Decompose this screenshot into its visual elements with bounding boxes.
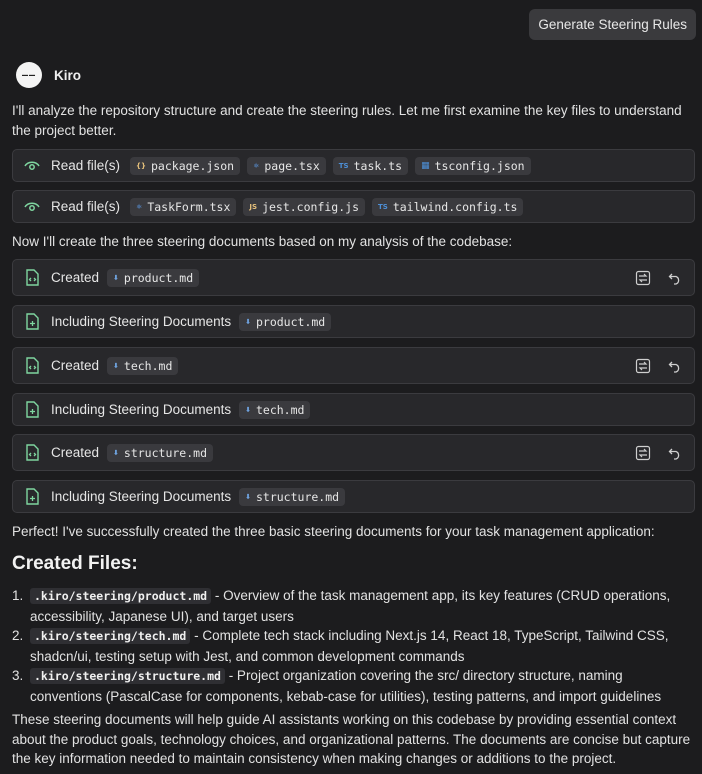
markdown-file-icon: ⬇ [113, 448, 119, 457]
file-chip[interactable]: TS tailwind.config.ts [372, 198, 523, 216]
action-label: Created [51, 445, 100, 460]
markdown-file-icon: ⬇ [113, 273, 119, 282]
file-chip[interactable]: ⬇ tech.md [239, 401, 310, 419]
action-label: Including Steering Documents [51, 402, 232, 417]
now-text: Now I'll create the three steering documents based on my analysis of the codebase: [12, 234, 513, 249]
file-code-icon [23, 357, 41, 375]
action-label: Including Steering Documents [51, 314, 232, 329]
closing-text: These steering documents will help guide AI assistants working on this codebase by providing essential context about the product goals, technology choices, and organizational patterns. The documents are concise but capture the key information needed to maintain consistency when making changes or additions to the project. [12, 712, 691, 766]
file-code-icon [23, 269, 41, 287]
read-files-card[interactable] [12, 190, 695, 223]
file-chip[interactable]: ⬇ tech.md [107, 357, 178, 375]
markdown-file-icon: ⬇ [245, 317, 251, 326]
list-item: 3. .kiro/steering/structure.md - Project organization covering the src/ directory structure, naming conventions (PascalCase for components, kebab-case for utilities), testing patterns, and import guidelines [12, 668, 662, 704]
list-item: 2. .kiro/steering/tech.md - Complete tech stack including Next.js 14, React 18, TypeScript, Tailwind CSS, shadcn/ui, testing setup with Jest, and common development commands [12, 628, 669, 664]
file-chip[interactable]: {} package.json [130, 157, 240, 175]
undo-icon[interactable] [666, 269, 684, 287]
created-file-card[interactable] [12, 259, 695, 296]
compare-icon[interactable] [634, 269, 652, 287]
created-file-card[interactable] [12, 434, 695, 471]
file-chip[interactable]: ⚛ page.tsx [247, 157, 326, 175]
js-file-icon: JS [249, 202, 258, 211]
eye-icon [23, 198, 41, 216]
markdown-file-icon: ⬇ [113, 361, 119, 370]
file-chips [130, 198, 523, 216]
file-chip[interactable]: ⬇ product.md [107, 269, 199, 287]
read-files-label: Read file(s) [51, 158, 121, 173]
eye-icon [23, 157, 41, 175]
ts-file-icon: TS [338, 161, 349, 170]
include-steering-card[interactable] [12, 305, 695, 338]
intro-text: I'll analyze the repository structure and create the steering rules. Let me first examine the key files to understand the project better. [12, 103, 682, 138]
markdown-file-icon: ⬇ [245, 492, 251, 501]
file-path[interactable]: .kiro/steering/product.md [30, 588, 211, 604]
card-actions [634, 444, 684, 462]
action-label: Including Steering Documents [51, 489, 232, 504]
action-label: Created [51, 358, 100, 373]
created-file-card[interactable] [12, 347, 695, 384]
read-files-label: Read file(s) [51, 199, 121, 214]
undo-icon[interactable] [666, 444, 684, 462]
react-file-icon: ⚛ [253, 161, 260, 170]
file-path[interactable]: .kiro/steering/structure.md [30, 668, 225, 684]
file-chip[interactable]: JS jest.config.js [243, 198, 365, 216]
file-path[interactable]: .kiro/steering/tech.md [30, 628, 190, 644]
card-actions [634, 357, 684, 375]
file-plus-icon [23, 488, 41, 506]
kiro-avatar: ‒‒ [16, 62, 42, 88]
file-chip[interactable]: ▦ tsconfig.json [415, 157, 531, 175]
card-actions [634, 269, 684, 287]
file-chip[interactable]: ⬇ structure.md [239, 488, 345, 506]
action-label: Created [51, 270, 100, 285]
file-chip[interactable]: ⬇ product.md [239, 313, 331, 331]
file-plus-icon [23, 401, 41, 419]
include-steering-card[interactable] [12, 393, 695, 426]
react-file-icon: ⚛ [136, 202, 143, 211]
json-file-icon: {} [136, 161, 146, 170]
ts-file-icon: TS [378, 202, 388, 211]
file-plus-icon [23, 313, 41, 331]
file-chip[interactable]: ⬇ structure.md [107, 444, 213, 462]
assistant-header [16, 62, 81, 88]
list-item: 1. .kiro/steering/product.md - Overview of the task management app, its key features (CRUD operations, accessibility, Japanese UI), and target users [12, 588, 671, 624]
include-steering-card[interactable] [12, 480, 695, 513]
file-code-icon [23, 444, 41, 462]
file-chip[interactable]: TS task.ts [333, 157, 408, 175]
file-chips [130, 157, 531, 175]
markdown-file-icon: ⬇ [245, 405, 251, 414]
compare-icon[interactable] [634, 444, 652, 462]
user-message-bubble: Generate Steering Rules [529, 9, 696, 40]
read-files-card[interactable] [12, 149, 695, 182]
created-files-list [12, 586, 696, 706]
compare-icon[interactable] [634, 357, 652, 375]
perfect-text: Perfect! I've successfully created the three basic steering documents for your task management application: [12, 524, 655, 539]
undo-icon[interactable] [666, 357, 684, 375]
tsconfig-file-icon: ▦ [421, 160, 430, 171]
created-files-heading: Created Files: [12, 553, 138, 574]
assistant-name: Kiro [54, 67, 81, 83]
file-chip[interactable]: ⚛ TaskForm.tsx [130, 198, 236, 216]
